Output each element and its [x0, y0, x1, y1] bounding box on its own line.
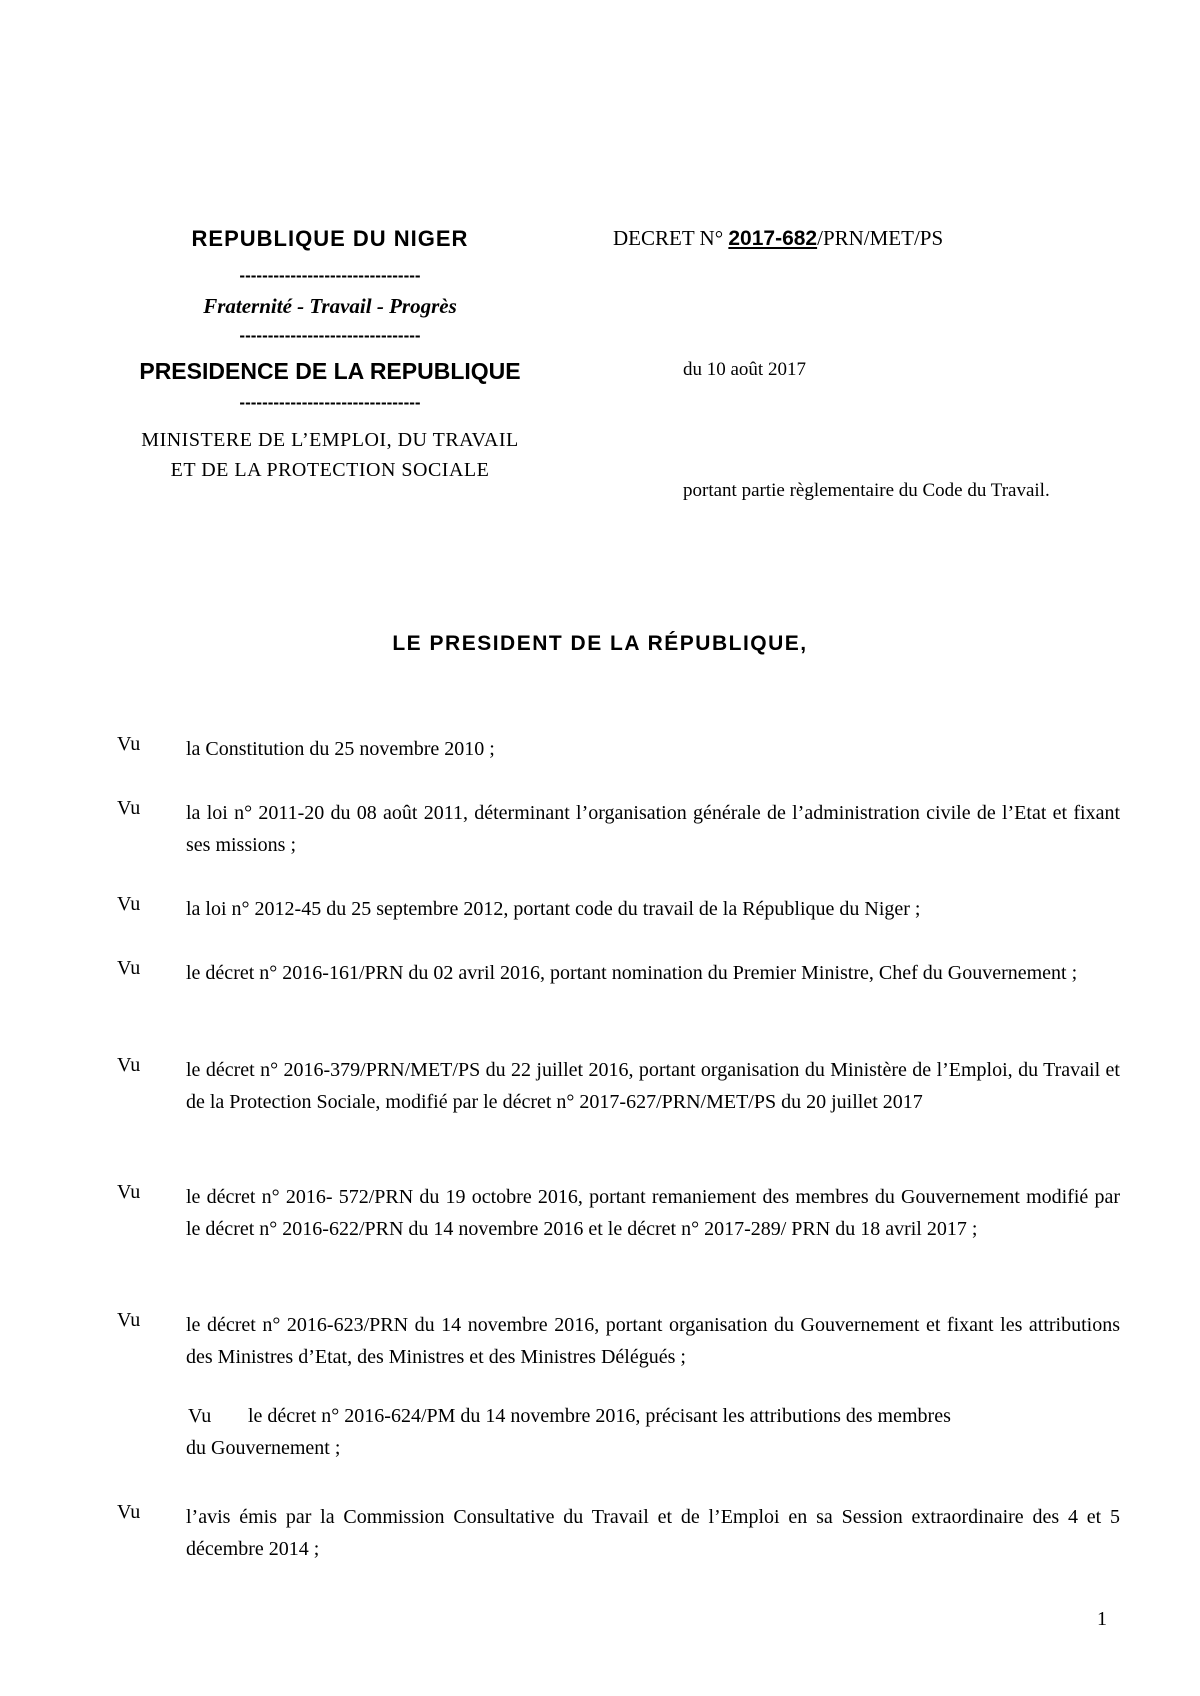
header-separator: --------------------------------	[239, 266, 421, 285]
document-title: LE PRESIDENT DE LA RÉPUBLIQUE,	[392, 632, 808, 655]
visa-text: la loi n° 2011-20 du 08 août 2011, déterminant l’organisation générale de l’administration civile de l’Etat et fixant ses missions ;	[186, 802, 1120, 856]
visa-label: Vu	[117, 893, 141, 915]
visa-label: Vu	[117, 1054, 141, 1076]
page-number: 1	[1097, 1608, 1107, 1630]
visa-label: Vu	[188, 1405, 212, 1427]
country-heading: REPUBLIQUE DU NIGER	[191, 226, 469, 251]
visa-text: le décret n° 2016-161/PRN du 02 avril 2016, portant nomination du Premier Ministre, Chef du Gouvernement ;	[186, 962, 1078, 984]
visa-text: la loi n° 2012-45 du 25 septembre 2012, portant code du travail de la République du Niger ;	[186, 898, 921, 920]
presidence-heading: PRESIDENCE DE LA REPUBLIQUE	[139, 358, 521, 384]
visa-label: Vu	[117, 797, 141, 819]
decree-suffix: /PRN/MET/PS	[817, 226, 944, 250]
visa-text-line-2: du Gouvernement ;	[186, 1437, 341, 1459]
ministry-line-1: MINISTERE DE L’EMPLOI, DU TRAVAIL	[141, 429, 519, 451]
decree-reference	[613, 226, 943, 251]
decree-number: 2017-682	[728, 227, 818, 250]
ministry-line-2: ET DE LA PROTECTION SOCIALE	[170, 459, 490, 481]
visa-text-line-1: le décret n° 2016-624/PM du 14 novembre 2016, précisant les attributions des membres	[248, 1405, 951, 1427]
visa-text: l’avis émis par la Commission Consultative du Travail et de l’Emploi en sa Session extraordinaire des 4 et 5 décembre 2014 ;	[186, 1506, 1120, 1560]
visa-label: Vu	[117, 1181, 141, 1203]
national-motto: Fraternité - Travail - Progrès	[203, 294, 457, 318]
visa-label: Vu	[117, 733, 141, 755]
decree-purpose: portant partie règlementaire du Code du Travail.	[683, 480, 1050, 501]
visa-label: Vu	[117, 1309, 141, 1331]
header-separator: --------------------------------	[239, 393, 421, 412]
visa-label: Vu	[117, 957, 141, 979]
header-separator: --------------------------------	[239, 326, 421, 345]
decree-date: du 10 août 2017	[683, 359, 806, 380]
visa-text: la Constitution du 25 novembre 2010 ;	[186, 738, 495, 760]
visa-text: le décret n° 2016-379/PRN/MET/PS du 22 juillet 2016, portant organisation du Ministère de l’Emploi, du Travail et de la Protection Sociale, modifié par le décret n° 2017-627/PRN/MET/PS du 20 juillet 2017	[186, 1059, 1120, 1113]
ministry-heading	[90, 425, 570, 485]
visa-text: le décret n° 2016- 572/PRN du 19 octobre 2016, portant remaniement des membres du Gouvernement modifié par le décret n° 2016-622/PRN du 14 novembre 2016 et le décret n° 2017-289/ PRN du 18 avril 2017 ;	[186, 1186, 1120, 1240]
visa-label: Vu	[117, 1501, 141, 1523]
visa-text: le décret n° 2016-623/PRN du 14 novembre 2016, portant organisation du Gouvernement et fixant les attributions des Ministres d’Etat, des Ministres et des Ministres Délégués ;	[186, 1314, 1120, 1368]
decree-prefix: DECRET N°	[613, 226, 724, 250]
